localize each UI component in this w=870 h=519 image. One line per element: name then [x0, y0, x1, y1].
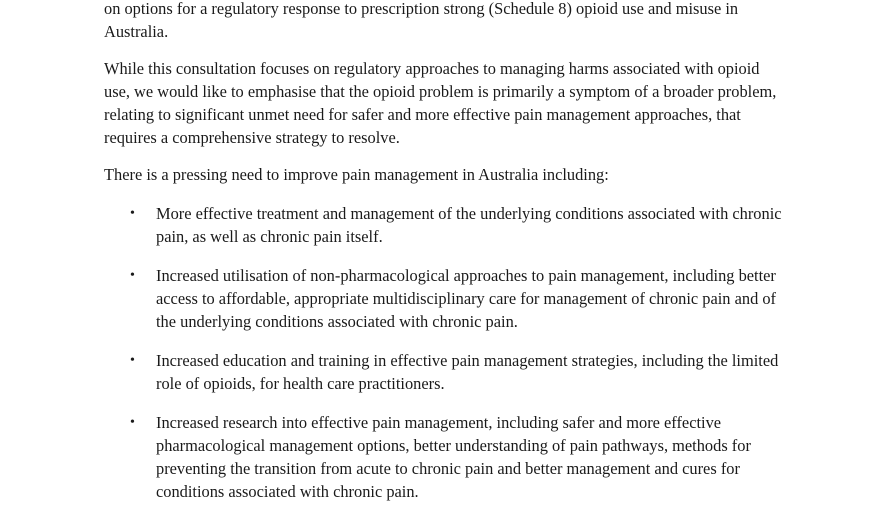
list-item	[104, 264, 784, 333]
list-item	[104, 411, 784, 503]
intro-paragraph-tail	[104, 0, 784, 43]
list-item	[104, 202, 784, 248]
intro-line-1: on options for a regulatory response to prescription strong (Schedule 8) opioid use and misuse in	[104, 0, 739, 18]
list-item-text: Increased research into effective pain management, including safer and more effective pharmacological management options, better understanding of pain pathways, methods for preventing the transition from acute to chronic pain and better management and cures for conditions associated with chronic pain.	[156, 413, 751, 501]
document-page	[104, 0, 784, 519]
consultation-paragraph: While this consultation focuses on regulatory approaches to managing harms associated with opioid use, we would like to emphasise that the opioid problem is primarily a symptom of a broader problem, relating to significant unmet need for safer and more effective pain management approaches, that requires a comprehensive strategy to resolve.	[104, 59, 777, 147]
recommendation-list	[104, 202, 784, 503]
bullet-icon: •	[130, 415, 135, 430]
pain-management-need-paragraph: There is a pressing need to improve pain management in Australia including:	[104, 165, 609, 184]
bullet-icon: •	[130, 206, 135, 221]
list-item	[104, 349, 784, 395]
list-item-text: Increased utilisation of non-pharmacological approaches to pain management, including better access to affordable, appropriate multidisciplinary care for management of chronic pain and of the underlying conditions associated with chronic pain.	[156, 266, 777, 331]
bullet-icon: •	[130, 268, 135, 283]
bullet-icon: •	[130, 353, 135, 368]
intro-line-2: Australia.	[104, 22, 169, 41]
list-item-text: More effective treatment and management of the underlying conditions associated with chronic pain, as well as chronic pain itself.	[156, 204, 782, 246]
list-item-text: Increased education and training in effective pain management strategies, including the limited role of opioids, for health care practitioners.	[156, 351, 779, 393]
